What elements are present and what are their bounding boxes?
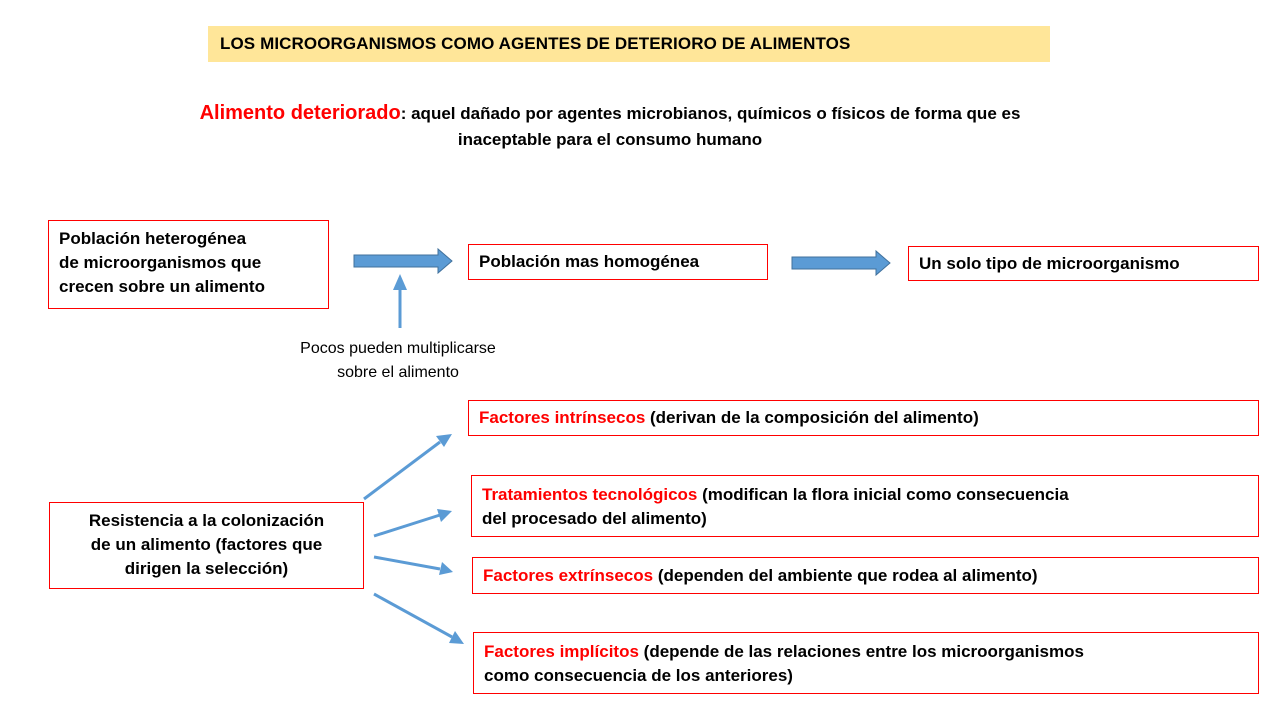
note-line: Pocos pueden multiplicarse xyxy=(300,340,496,357)
box-line: de microorganismos que xyxy=(59,253,262,272)
box-line: crecen sobre un alimento xyxy=(59,277,265,296)
definition-text: : aquel dañado por agentes microbianos, químicos o físicos de forma que es xyxy=(400,104,1021,123)
factor-desc-line2: como consecuencia de los anteriores) xyxy=(484,666,793,685)
page-title: LOS MICROORGANISMOS COMO AGENTES DE DETERIORO DE ALIMENTOS xyxy=(220,34,851,53)
box-label: Población mas homogénea xyxy=(479,252,700,271)
arrow-to-intrinsic-icon xyxy=(364,434,452,499)
up-arrow-icon xyxy=(393,274,407,328)
factor-box-extrinsic xyxy=(472,557,1259,594)
arrow-to-implicit-icon xyxy=(374,594,464,644)
single-microorganism-box xyxy=(908,246,1259,281)
right-arrow-icon xyxy=(354,249,452,273)
box-line: Población heterogénea xyxy=(59,229,247,248)
definition-term: Alimento deteriorado xyxy=(199,102,401,124)
factor-name: Factores intrínsecos xyxy=(479,408,646,427)
title-banner xyxy=(208,26,1050,62)
factor-desc-line2: del procesado del alimento) xyxy=(482,509,707,528)
factor-name: Factores extrínsecos xyxy=(483,566,654,585)
arrow-to-extrinsic-icon xyxy=(374,557,453,575)
factor-name: Tratamientos tecnológicos xyxy=(482,485,698,504)
factor-desc: (depende de las relaciones entre los microorganismos xyxy=(638,642,1084,661)
heterogeneous-population-box xyxy=(48,220,329,309)
box-line: de un alimento (factores que xyxy=(90,535,323,554)
box-label: Un solo tipo de microorganismo xyxy=(919,254,1180,273)
box-line: dirigen la selección) xyxy=(124,559,289,578)
factor-desc: (dependen del ambiente que rodea al alimento) xyxy=(653,566,1038,585)
box-line: Resistencia a la colonización xyxy=(88,511,325,530)
factor-box-technological xyxy=(471,475,1259,537)
factor-desc: (derivan de la composición del alimento) xyxy=(645,408,979,427)
factor-name: Factores implícitos xyxy=(484,642,639,661)
arrow-to-technological-icon xyxy=(374,509,452,536)
definition xyxy=(90,100,1130,153)
factor-box-intrinsic xyxy=(468,400,1259,436)
factor-desc: (modifican la flora inicial como consecuencia xyxy=(697,485,1069,504)
factor-box-implicit xyxy=(473,632,1259,694)
multiplication-note xyxy=(248,337,548,385)
right-arrow-icon xyxy=(792,251,890,275)
note-line: sobre el alimento xyxy=(337,364,459,381)
colonization-resistance-box xyxy=(49,502,364,589)
homogeneous-population-box xyxy=(468,244,768,280)
definition-text-line2: inaceptable para el consumo humano xyxy=(457,130,763,149)
